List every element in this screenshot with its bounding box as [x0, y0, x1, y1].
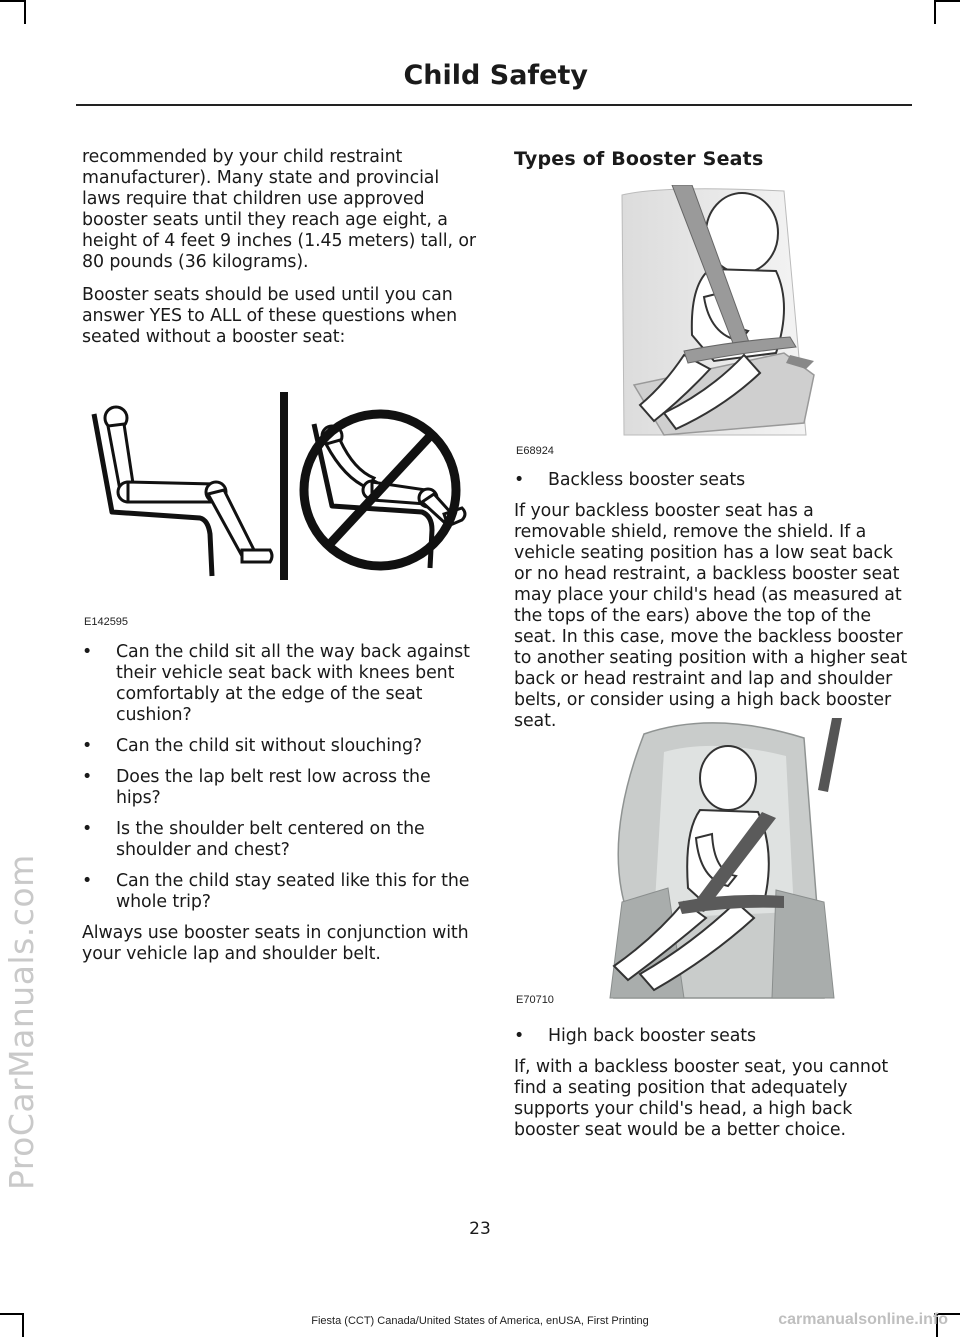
booster-type-text: High back booster seats	[548, 1026, 756, 1046]
crop-mark	[934, 0, 936, 24]
question-item	[82, 642, 478, 726]
question-item	[82, 871, 478, 913]
footer-text: Fiesta (CCT) Canada/United States of America, enUSA, First Printing	[311, 1315, 649, 1327]
right-column-lower	[514, 1026, 910, 1153]
right-column-heading	[514, 148, 910, 170]
backless-paragraph: If your backless booster seat has a removable shield, remove the shield. If a vehicle seating position has a low seat back or no head restraint, a backless booster seat may place your child's head (as measured at the tops of the ears) above the top of the seat. In this case, move the backless booster to another seating position with a higher seat back or head restraint and lap and shoulder belts, or consider using a high back booster seat.	[514, 501, 908, 731]
question-text: Is the shoulder belt centered on the shoulder and chest?	[116, 819, 425, 860]
questions-intro: Booster seats should be used until you can answer YES to ALL of these questions when seated without a booster seat:	[82, 285, 458, 347]
crop-mark	[24, 0, 26, 24]
booster-type-item	[514, 1026, 910, 1047]
question-text: Does the lap belt rest low across the hips?	[116, 767, 431, 808]
seating-posture-figure	[82, 390, 478, 630]
intro-paragraph: recommended by your child restraint manufacturer). Many state and provincial laws require that children use approved booster seats until they reach age eight, a height of 4 feet 9 inches (1.45 meters) tall, or 80 pounds (36 kilograms).	[82, 147, 476, 272]
side-watermark: ProCarManuals.com	[2, 854, 41, 1190]
bottom-watermark: carmanualsonline.info	[778, 1311, 948, 1328]
bullet-symbol: •	[514, 1026, 525, 1046]
high-back-paragraph: If, with a backless booster seat, you cannot find a seating position that adequately supports your child's head, a high back booster seat would be a better choice.	[514, 1057, 889, 1140]
bullet-symbol: •	[82, 767, 93, 787]
left-column-lower	[82, 642, 478, 977]
question-item	[82, 736, 478, 757]
header-rule	[76, 104, 912, 106]
closing-paragraph: Always use booster seats in conjunction with your vehicle lap and shoulder belt.	[82, 923, 469, 964]
backless-booster-figure	[514, 185, 910, 460]
section-heading: Types of Booster Seats	[514, 148, 764, 170]
bullet-symbol: •	[82, 642, 93, 662]
crop-mark	[0, 0, 24, 2]
question-text: Can the child sit without slouching?	[116, 736, 423, 756]
question-text: Can the child stay seated like this for the whole trip?	[116, 871, 470, 912]
page-title: Child Safety	[403, 60, 588, 91]
booster-type-item	[514, 470, 910, 491]
crop-mark	[936, 0, 960, 2]
bullet-symbol: •	[82, 871, 93, 891]
question-item	[82, 767, 478, 809]
page-number: 23	[469, 1219, 491, 1239]
bullet-symbol: •	[82, 736, 93, 756]
left-column	[82, 147, 478, 360]
bullet-symbol: •	[514, 470, 525, 490]
question-item	[82, 819, 478, 861]
booster-type-text: Backless booster seats	[548, 470, 746, 490]
figure-id: E68924	[516, 445, 554, 457]
seating-posture-illustration	[82, 390, 478, 590]
right-column-middle	[514, 470, 910, 744]
bullet-symbol: •	[82, 819, 93, 839]
high-back-booster-illustration	[514, 712, 910, 1002]
figure-id: E70710	[516, 994, 554, 1006]
figure-id: E142595	[84, 616, 129, 628]
question-text: Can the child sit all the way back against their vehicle seat back with knees bent comfortably at the edge of the seat cushion?	[116, 642, 470, 725]
high-back-booster-figure	[514, 712, 910, 1017]
backless-booster-illustration	[514, 185, 910, 445]
